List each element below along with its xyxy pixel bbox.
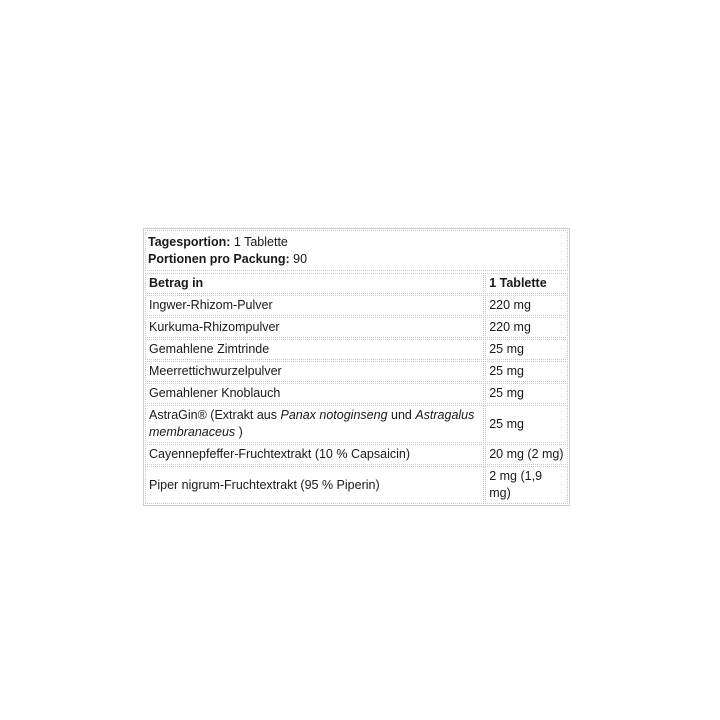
table-row — [145, 405, 568, 443]
ingredient-amount: 220 mg — [485, 317, 568, 338]
ingredient-name: Ingwer-Rhizom-Pulver — [145, 295, 484, 316]
ingredient-name: Kurkuma-Rhizompulver — [145, 317, 484, 338]
table-row — [145, 383, 568, 404]
serving-size-value: 1 Tablette — [233, 235, 288, 249]
table-row — [145, 466, 568, 504]
supplement-facts-panel — [143, 228, 570, 506]
ingredient-name: Cayennepfeffer-Fruchtextrakt (10 % Capsaicin) — [145, 444, 484, 465]
ingredient-name-part: ) — [235, 425, 243, 439]
column-header-amount-in: Betrag in — [145, 273, 484, 294]
ingredient-name: Gemahlener Knoblauch — [145, 383, 484, 404]
servings-per-pack-value: 90 — [293, 252, 308, 266]
ingredient-name — [145, 405, 484, 443]
table-row — [145, 295, 568, 316]
serving-size-line — [148, 234, 565, 251]
ingredient-amount: 220 mg — [485, 295, 568, 316]
ingredient-amount: 25 mg — [485, 339, 568, 360]
ingredient-name-italic: Astragalus membranaceus — [149, 408, 475, 439]
table-row — [145, 317, 568, 338]
ingredient-amount: 20 mg (2 mg) — [485, 444, 568, 465]
ingredient-name: Piper nigrum-Fruchtextrakt (95 % Piperin) — [145, 466, 484, 504]
column-header-per-tablet: 1 Tablette — [485, 273, 568, 294]
ingredient-amount: 2 mg (1,9 mg) — [485, 466, 568, 504]
table-row — [145, 444, 568, 465]
ingredient-name-part: AstraGin® (Extrakt aus — [149, 408, 281, 422]
table-row — [145, 339, 568, 360]
serving-info — [145, 230, 568, 271]
table-header-row — [145, 273, 568, 294]
servings-per-pack-line — [148, 251, 565, 268]
ingredient-name: Meerrettichwurzelpulver — [145, 361, 484, 382]
servings-per-pack-label: Portionen pro Packung: — [148, 252, 290, 266]
ingredient-name: Gemahlene Zimtrinde — [145, 339, 484, 360]
ingredient-amount: 25 mg — [485, 383, 568, 404]
ingredient-amount: 25 mg — [485, 361, 568, 382]
ingredient-amount: 25 mg — [485, 405, 568, 443]
table-row — [145, 361, 568, 382]
ingredient-name-part: und — [387, 408, 416, 422]
ingredients-table — [144, 272, 569, 505]
ingredient-name-italic: Panax notoginseng — [280, 408, 388, 422]
serving-size-label: Tagesportion: — [148, 235, 231, 249]
